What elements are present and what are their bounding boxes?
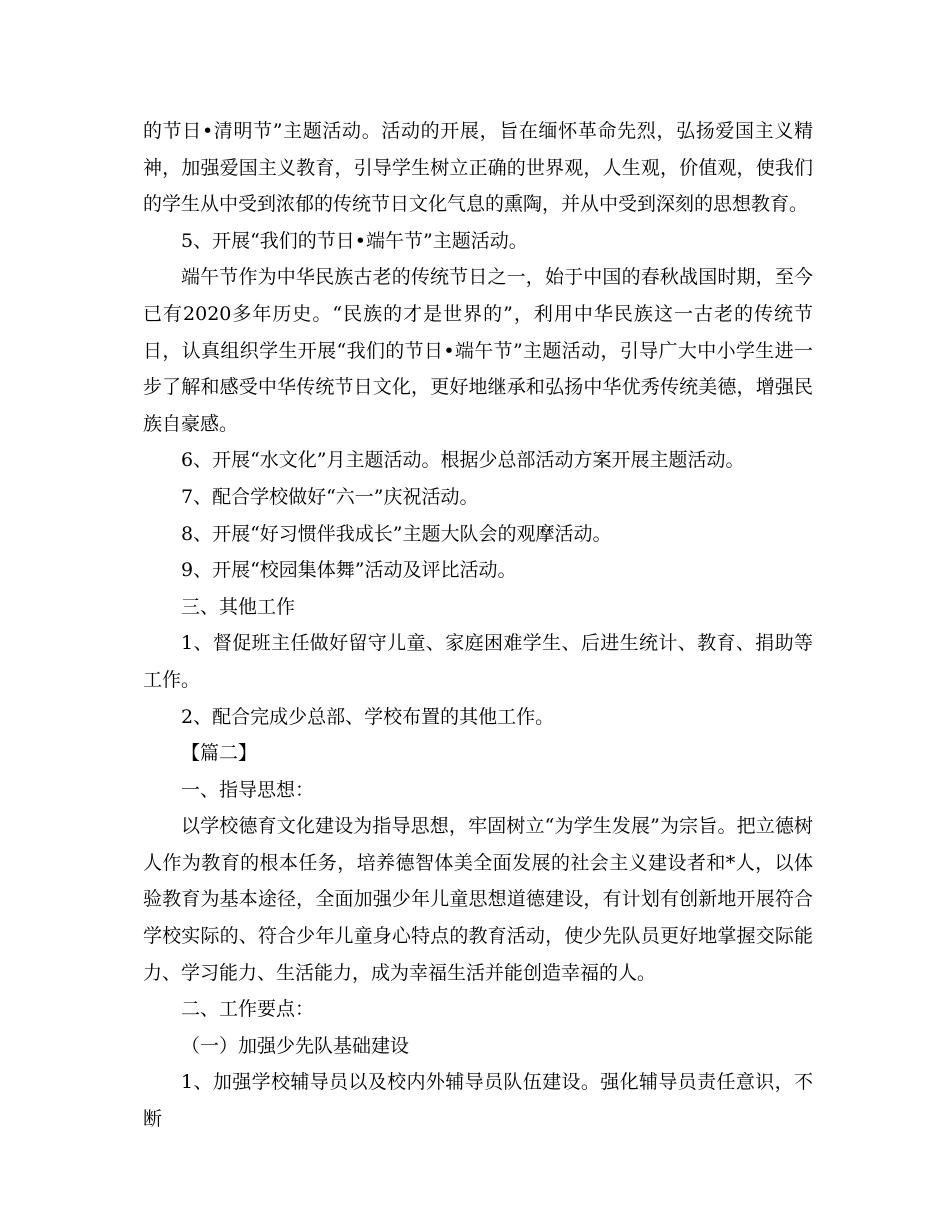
paragraph-qingming-continued: 的节日•清明节”主题活动。活动的开展，旨在缅怀革命先烈，弘扬爱国主义精神，加强爱国主义教育，引导学生树立正确的世界观，人生观，价值观，使我们的学生从中受到浓郁的传统节日文化气息的熏陶，并从中受到深刻的思想教育。 [143,120,813,216]
part-two-heading: 【篇二】 [181,742,258,765]
section-heading-other-work: 三、其他工作 [181,595,296,618]
section-heading-guiding-thought: 一、指导思想： [181,778,315,801]
paragraph-other-item-2: 2、配合完成少总部、学校布置的其他工作。 [181,705,555,728]
paragraph-duanwu-description: 端午节作为中华民族古老的传统节日之一，始于中国的春秋战国时期，至今已有2020多年历史。“民族的才是世界的”，利用中华民族这一古老的传统节日，认真组织学生开展“我们的节日•端午节”主题活动，引导广大中小学生进一步了解和感受中华传统节日文化，更好地继承和弘扬中华优秀传统美德，增强民族自豪感。 [143,266,813,435]
section-heading-work-points: 二、工作要点： [181,998,315,1021]
paragraph-item-5-heading: 5、开展“我们的节日•端午节”主题活动。 [181,229,528,252]
subsection-heading-foundation: （一）加强少先队基础建设 [181,1034,410,1057]
paragraph-item-9: 9、开展“校园集体舞”活动及评比活动。 [181,559,517,582]
document-body [143,113,813,1138]
paragraph-item-7: 7、配合学校做好“六一”庆祝活动。 [181,485,479,508]
paragraph-foundation-item-1: 1、加强学校辅导员以及校内外辅导员队伍建设。强化辅导员责任意识，不断 [143,1071,813,1131]
paragraph-item-6: 6、开展“水文化”月主题活动。根据少总部活动方案开展主题活动。 [181,449,745,472]
paragraph-other-item-1: 1、督促班主任做好留守儿童、家庭困难学生、后进生统计、教育、捐助等工作。 [143,632,813,691]
paragraph-guiding-thought: 以学校德育文化建设为指导思想，牢固树立“为学生发展”为宗旨。把立德树人作为教育的根本任务，培养德智体美全面发展的社会主义建设者和*人，以体验教育为基本途径，全面加强少年儿童思想道德建设，有计划有创新地开展符合学校实际的、符合少年儿童身心特点的教育活动，使少先队员更好地掌握交际能力、学习能力、生活能力，成为幸福生活并能创造幸福的人。 [143,815,813,984]
paragraph-item-8: 8、开展“好习惯伴我成长”主题大队会的观摩活动。 [181,522,612,545]
